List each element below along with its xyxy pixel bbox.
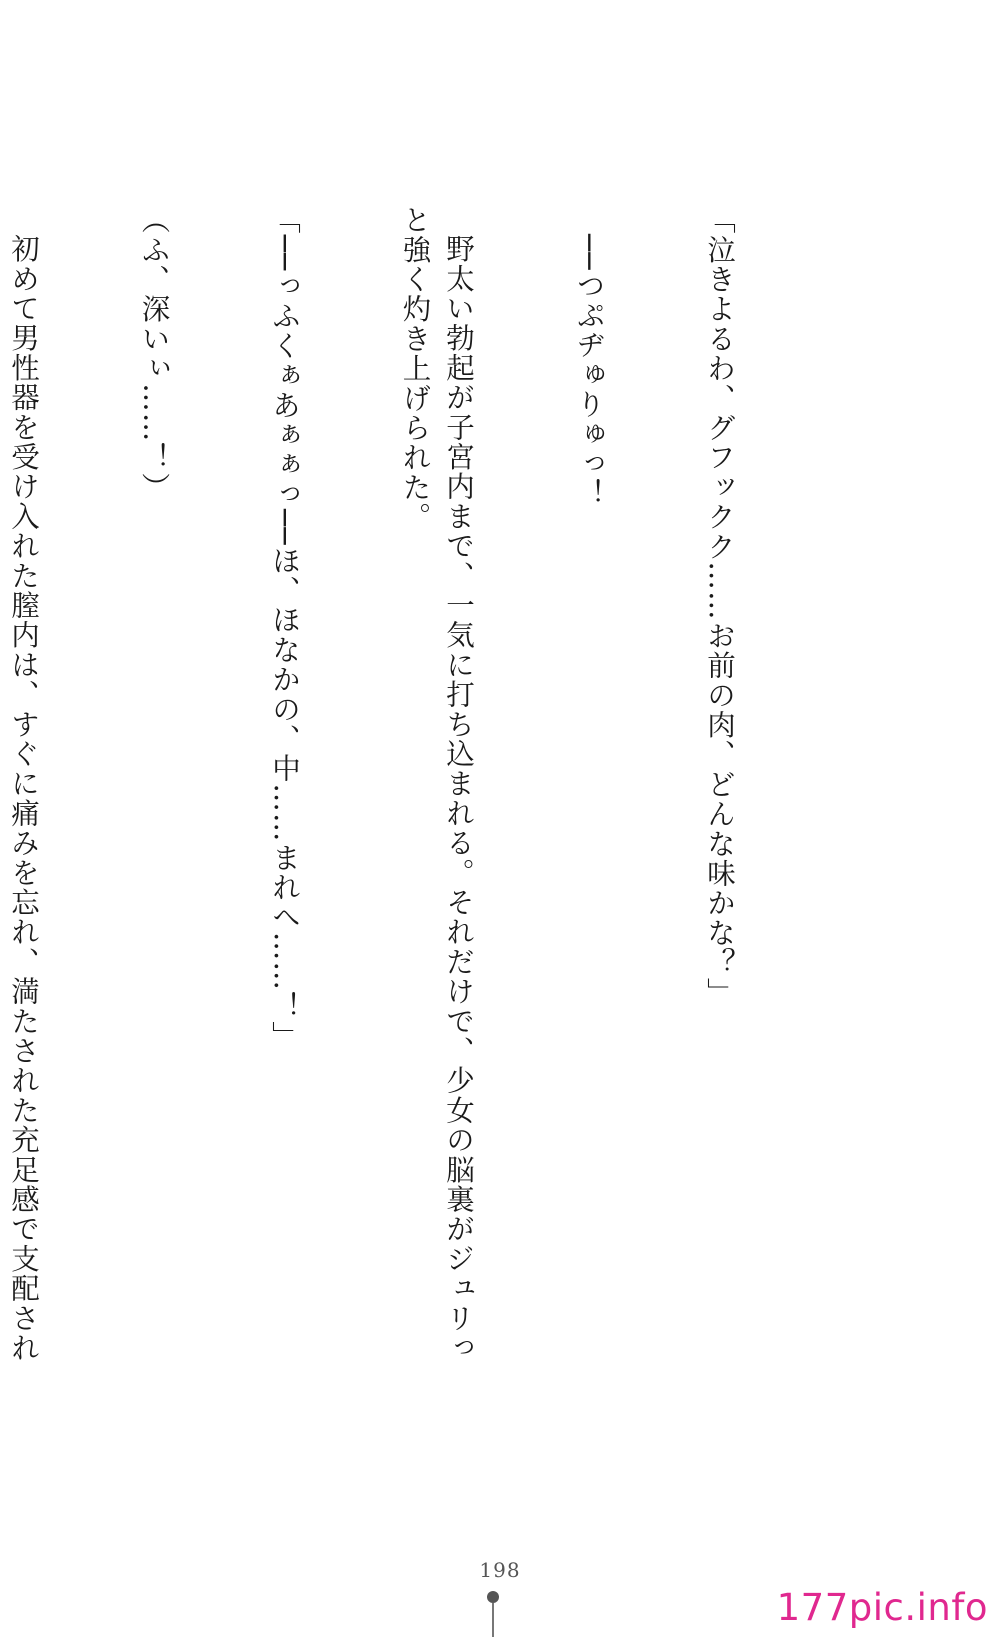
paragraph-1: 「泣きよるわ、グフックク……お前の肉、どんな味かな？」 [703,205,736,1007]
paragraph-3: 野太い勃起が子宮内まで、一気に打ち込まれる。それだけで、少女の脳裏がジュリっと強く灼き上げられた。 [398,205,475,1363]
folio-dot-ornament [487,1591,499,1603]
site-watermark: 177pic.info [776,1586,988,1629]
paragraph-2: ──つぷヂゅりゅっ！ [572,233,606,508]
vertical-body-text [0,205,828,1385]
paragraph-4: 「──っふくぁあぁぁっ──ほ、ほなかの、中……まれへ……！」 [268,205,301,1051]
paragraph-6: 初めて男性器を受け入れた膣内は、すぐに痛みを忘れ、満たされた充足感で支配され [7,233,40,1363]
page-number: 198 [479,1558,521,1582]
paragraph-5: （ふ、深いぃ……！） [137,205,171,502]
folio-line-ornament [492,1603,494,1637]
